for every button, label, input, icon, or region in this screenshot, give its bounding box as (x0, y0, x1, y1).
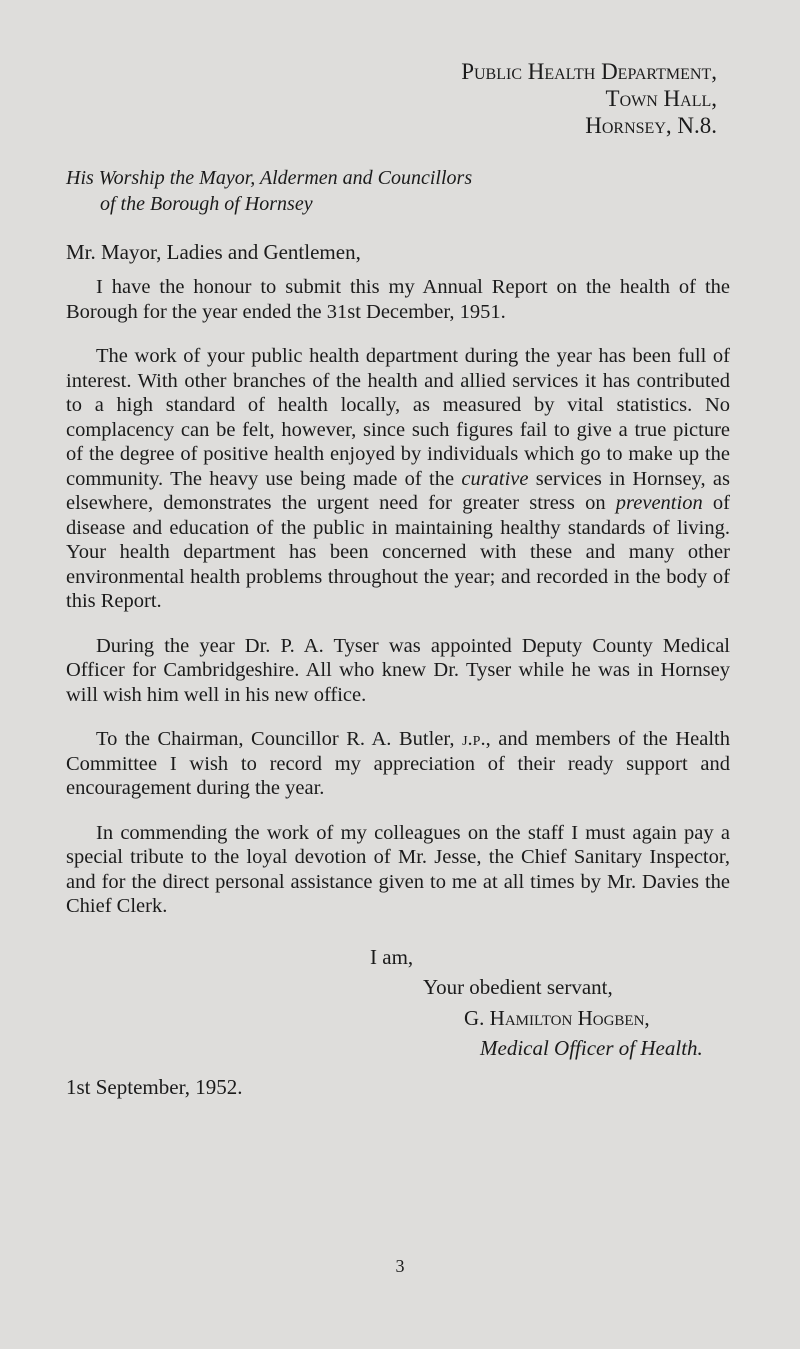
address-line-hornsey: Hornsey, N.8. (585, 113, 717, 138)
paragraph-2-italic-prevention: prevention (615, 492, 703, 514)
address-line-town-hall: Town Hall, (605, 86, 717, 111)
paragraph-5: In commending the work of my colleagues on the staff I must again pay a special tribute to the loyal devotion of Mr. Jesse, the Chief Sanitary Inspector, and for the direct personal assistance given to me at all times by Mr. Davies the Chief Clerk. (66, 821, 730, 917)
signature-title: Medical Officer of Health. (480, 1036, 703, 1060)
page-number: 3 (395, 1256, 405, 1276)
paragraph-2-text-b: services in Hornsey, as elsewhere, demonstrates the urgent need for greater stress on (66, 467, 730, 514)
paragraph-4-text-b: , and members of the Health Committee I wish to record my appreciation of their ready support and encouragement during the year. (66, 728, 730, 799)
paragraph-1: I have the honour to submit this my Annual Report on the health of the Borough for the year ended the 31st December, 1951. (66, 276, 730, 323)
addressee-line-2: of the Borough of Hornsey (100, 193, 313, 215)
addressee-line-1: His Worship the Mayor, Aldermen and Councillors (66, 167, 473, 189)
closing-i-am: I am, (370, 944, 414, 969)
paragraph-4 (66, 727, 730, 801)
address-line-department: Public Health Department, (461, 59, 717, 84)
paragraph-4-jp: j.p. (462, 728, 486, 750)
paragraph-2 (66, 344, 730, 614)
paragraph-2-italic-curative: curative (461, 467, 529, 490)
paragraph-3: During the year Dr. P. A. Tyser was appointed Deputy County Medical Officer for Cambridgeshire. All who knew Dr. Tyser while he was in Hornsey will wish him well in his new office. (66, 634, 730, 706)
closing-obedient-servant: Your obedient servant, (423, 975, 613, 999)
addressee (66, 165, 730, 217)
signature-name: G. Hamilton Hogben, (464, 1005, 650, 1030)
sender-address (70, 58, 717, 139)
paragraph-2-text-c: of disease and education of the public in maintaining healthy standards of living. Your health department has been concerned with these and many other environmental health problems throughout the year; and recorded in the body of this Report. (66, 492, 730, 612)
closing-block (70, 942, 730, 1064)
paragraph-4-text-a: To the Chairman, Councillor R. A. Butler, (96, 728, 463, 750)
paragraph-2-text-a: The work of your public health department during the year has been full of interest. With other branches of the health and allied services it has contributed to a high standard of health locally, as measured by vital statistics. No complacency can be felt, however, since such figures fail to give a true picture of the degree of positive health enjoyed by individuals which go to make up the community. The heavy use being made of the (66, 345, 730, 490)
greeting: Mr. Mayor, Ladies and Gentlemen, (66, 240, 361, 264)
letter-date: 1st September, 1952. (66, 1074, 243, 1099)
